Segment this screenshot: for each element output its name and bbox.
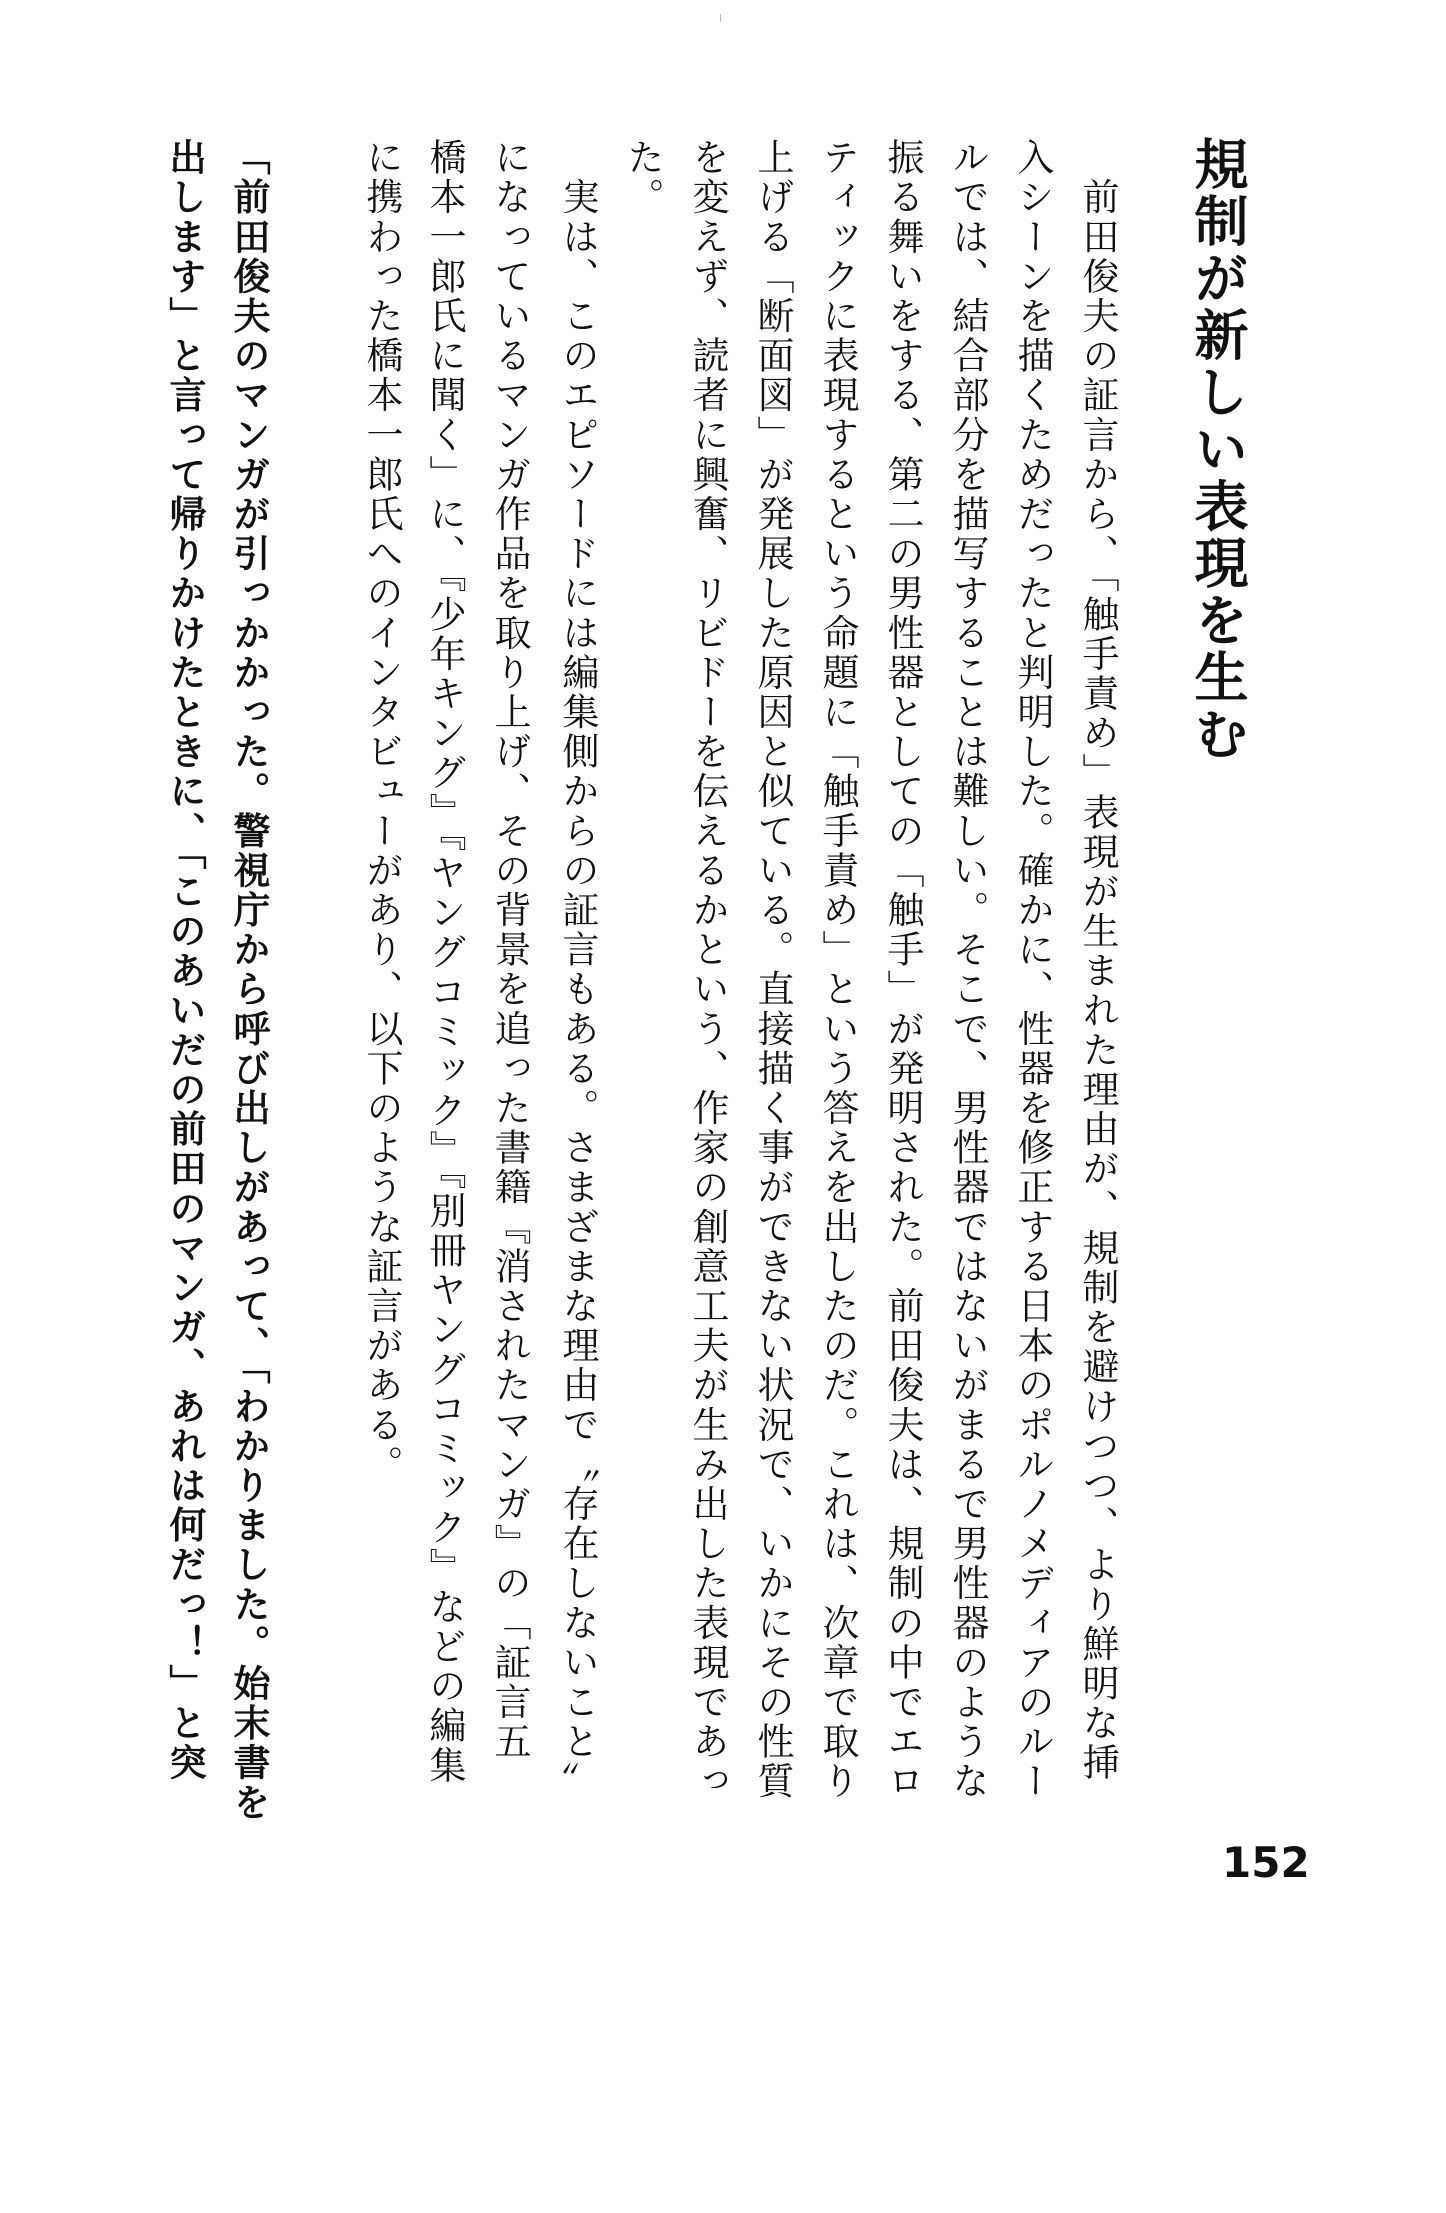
quote-column: 出します」と言って帰りかけたときに、「このあいだの前田のマンガ、あれは何だっ！」と突 (163, 138, 206, 1783)
body-column: になっているマンガ作品を取り上げ、その背景を追った書籍『消されたマンガ』の「証言五 (488, 138, 531, 1762)
page-number: 152 (1222, 1838, 1310, 1887)
body-column: た。 (621, 138, 664, 218)
quote-column: 「前田俊夫のマンガが引っかかった。警視庁から呼び出しがあって、「わかりました。始末書を (227, 138, 270, 1823)
body-column: に携わった橋本一郎氏へのインタビューがあり、以下のような証言がある。 (360, 138, 403, 1485)
body-column: 実は、このエピソードには編集側からの証言もある。さまざまな理由で〝存在しないこと〟 (556, 138, 599, 1802)
body-column: 振る舞いをする、第二の男性器としての「触手」が発明された。前田俊夫は、規制の中でエロ (881, 138, 924, 1802)
body-column: 前田俊夫の証言から、「触手責め」表現が生まれた理由が、規制を避けつつ、より鮮明な挿 (1076, 138, 1119, 1783)
body-column: 橋本一郎氏に聞く」に、『少年キング』『ヤングコミック』『別冊ヤングコミック』などの編集 (423, 138, 466, 1786)
body-column: 上げる「断面図」が発展した原因と似ている。直接描く事ができない状況で、いかにその性質 (751, 138, 794, 1802)
body-column: ティックに表現するという命題に「触手責め」という答えを出したのだ。これは、次章で取り (816, 138, 859, 1802)
body-column: 入シーンを描くためだったと判明した。確かに、性器を修正する日本のポルノメディアのルー (1011, 138, 1054, 1802)
body-column: ルでは、結合部分を描写することは難しい。そこで、男性器ではないがまるで男性器のような (946, 138, 989, 1802)
section-heading: 規制が新しい表現を生む (1186, 136, 1249, 763)
crop-mark (720, 14, 721, 22)
body-column: を変えず、読者に興奮、リビドーを伝えるかという、作家の創意工夫が生み出した表現であっ (686, 138, 729, 1802)
